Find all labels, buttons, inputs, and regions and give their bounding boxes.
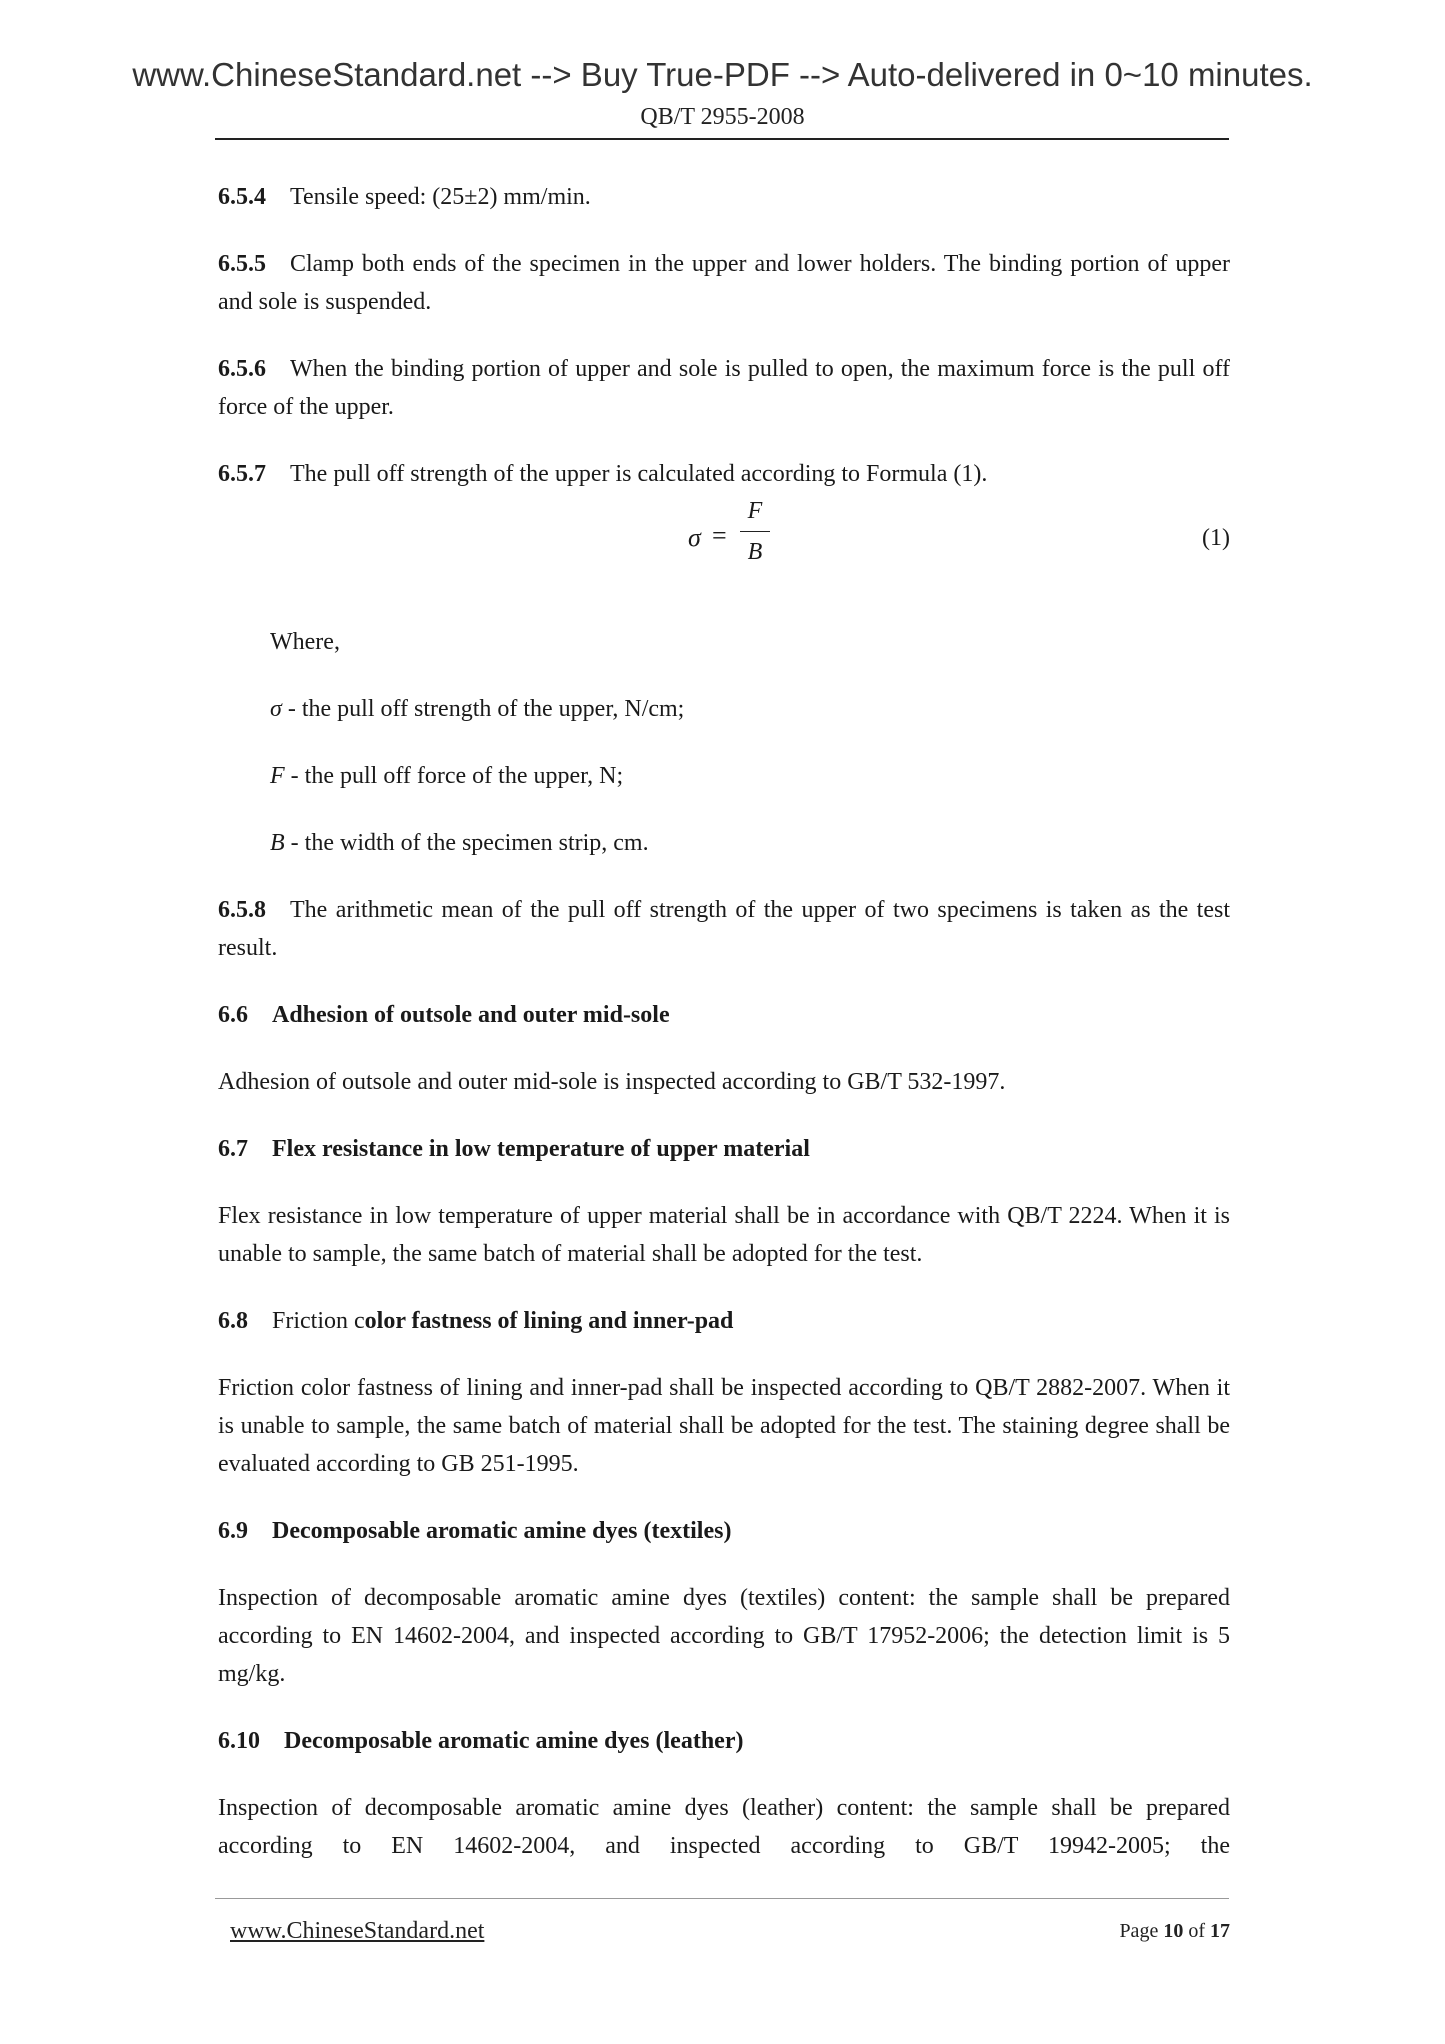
document-body (218, 178, 1230, 1865)
definition-text: - the width of the specimen strip, cm. (284, 830, 649, 856)
definition-f (270, 757, 1230, 795)
clause-text: Tensile speed: (25±2) mm/min. (290, 184, 591, 210)
heading-6-7 (218, 1130, 1230, 1168)
page-indicator (1119, 1920, 1230, 1943)
heading-6-6 (218, 996, 1230, 1034)
clause-number: 6.5.7 (218, 461, 266, 487)
footer-site-link[interactable]: www.ChineseStandard.net (230, 1918, 485, 1944)
heading-title-plain: Friction c (272, 1308, 365, 1334)
page-total: 17 (1210, 1920, 1230, 1942)
definition-symbol: F (270, 763, 285, 789)
clause-number: 6.5.6 (218, 356, 266, 382)
paragraph-6-9: Inspection of decomposable aromatic amine dyes (textiles) content: the sample shall be prepared according to EN 14602-2004, and inspected according to GB/T 17952-2006; the detection limit is 5 mg/kg. (218, 1585, 1230, 1687)
top-banner[interactable]: www.ChineseStandard.net --> Buy True-PDF --> Auto-delivered in 0~10 minutes. (132, 56, 1313, 93)
definition-sigma (270, 690, 1230, 728)
paragraph-6-8: Friction color fastness of lining and inner-pad shall be inspected according to QB/T 2882-2007. When it is unable to sample, the same batch of material shall be adopted for the test. The staining degree shall be evaluated according to GB 251-1995. (218, 1375, 1230, 1477)
where-label: Where, (270, 629, 340, 655)
heading-number: 6.6 (218, 1002, 248, 1028)
clause-text: The arithmetic mean of the pull off strength of the upper of two specimens is taken as the test result. (218, 897, 1230, 961)
clause-6-5-4 (218, 178, 1230, 216)
formula-equals: = (712, 521, 727, 550)
formula-numerator: F (747, 498, 763, 524)
heading-title: Decomposable aromatic amine dyes (leather) (284, 1728, 744, 1754)
paragraph-6-7: Flex resistance in low temperature of upper material shall be in accordance with QB/T 2224. When it is unable to sample, the same batch of material shall be adopted for the test. (218, 1203, 1230, 1267)
heading-number: 6.7 (218, 1136, 248, 1162)
heading-6-10 (218, 1722, 1230, 1760)
heading-title: Adhesion of outsole and outer mid-sole (272, 1002, 670, 1028)
clause-6-5-5 (218, 245, 1230, 321)
clause-number: 6.5.8 (218, 897, 266, 923)
page-label: Page (1119, 1920, 1159, 1942)
paragraph-6-6: Adhesion of outsole and outer mid-sole is inspected according to GB/T 532-1997. (218, 1069, 1006, 1095)
clause-6-5-8 (218, 891, 1230, 967)
heading-number: 6.10 (218, 1728, 260, 1754)
heading-number: 6.9 (218, 1518, 248, 1544)
clause-text: Clamp both ends of the specimen in the upper and lower holders. The binding portion of upper and sole is suspended. (218, 251, 1230, 315)
definition-symbol: B (270, 830, 285, 856)
clause-number: 6.5.4 (218, 184, 266, 210)
clause-text: The pull off strength of the upper is calculated according to Formula (1). (290, 461, 988, 487)
heading-title-bold: olor fastness of lining and inner-pad (364, 1308, 734, 1334)
formula-lhs: σ (688, 523, 701, 552)
formula-fraction (740, 493, 770, 570)
definition-symbol: σ (270, 696, 282, 722)
formula-1 (218, 495, 1230, 585)
heading-title: Decomposable aromatic amine dyes (textiles) (272, 1518, 732, 1544)
definition-b (270, 824, 1230, 862)
heading-6-9 (218, 1512, 1230, 1550)
of-label: of (1188, 1920, 1205, 1942)
definition-text: - the pull off force of the upper, N; (284, 763, 624, 789)
page-number: 10 (1163, 1920, 1184, 1942)
clause-6-5-6 (218, 350, 1230, 426)
formula-denominator: B (747, 539, 763, 565)
clause-text: When the binding portion of upper and sole is pulled to open, the maximum force is the pull off force of the upper. (218, 356, 1230, 420)
document-code: QB/T 2955-2008 (640, 104, 805, 130)
clause-6-5-7 (218, 455, 1230, 493)
header-rule (215, 138, 1229, 140)
heading-number: 6.8 (218, 1308, 248, 1334)
definition-text: - the pull off strength of the upper, N/cm; (281, 696, 685, 722)
heading-title: Flex resistance in low temperature of upper material (272, 1136, 810, 1162)
paragraph-6-10: Inspection of decomposable aromatic amine dyes (leather) content: the sample shall be prepared according to EN 14602-2004, and inspected according to GB/T 19942-2005; the (218, 1795, 1230, 1859)
formula-number: (1) (1202, 525, 1230, 551)
clause-number: 6.5.5 (218, 251, 266, 277)
fraction-bar (740, 531, 770, 532)
footer-rule (215, 1898, 1229, 1899)
heading-6-8 (218, 1302, 1230, 1340)
